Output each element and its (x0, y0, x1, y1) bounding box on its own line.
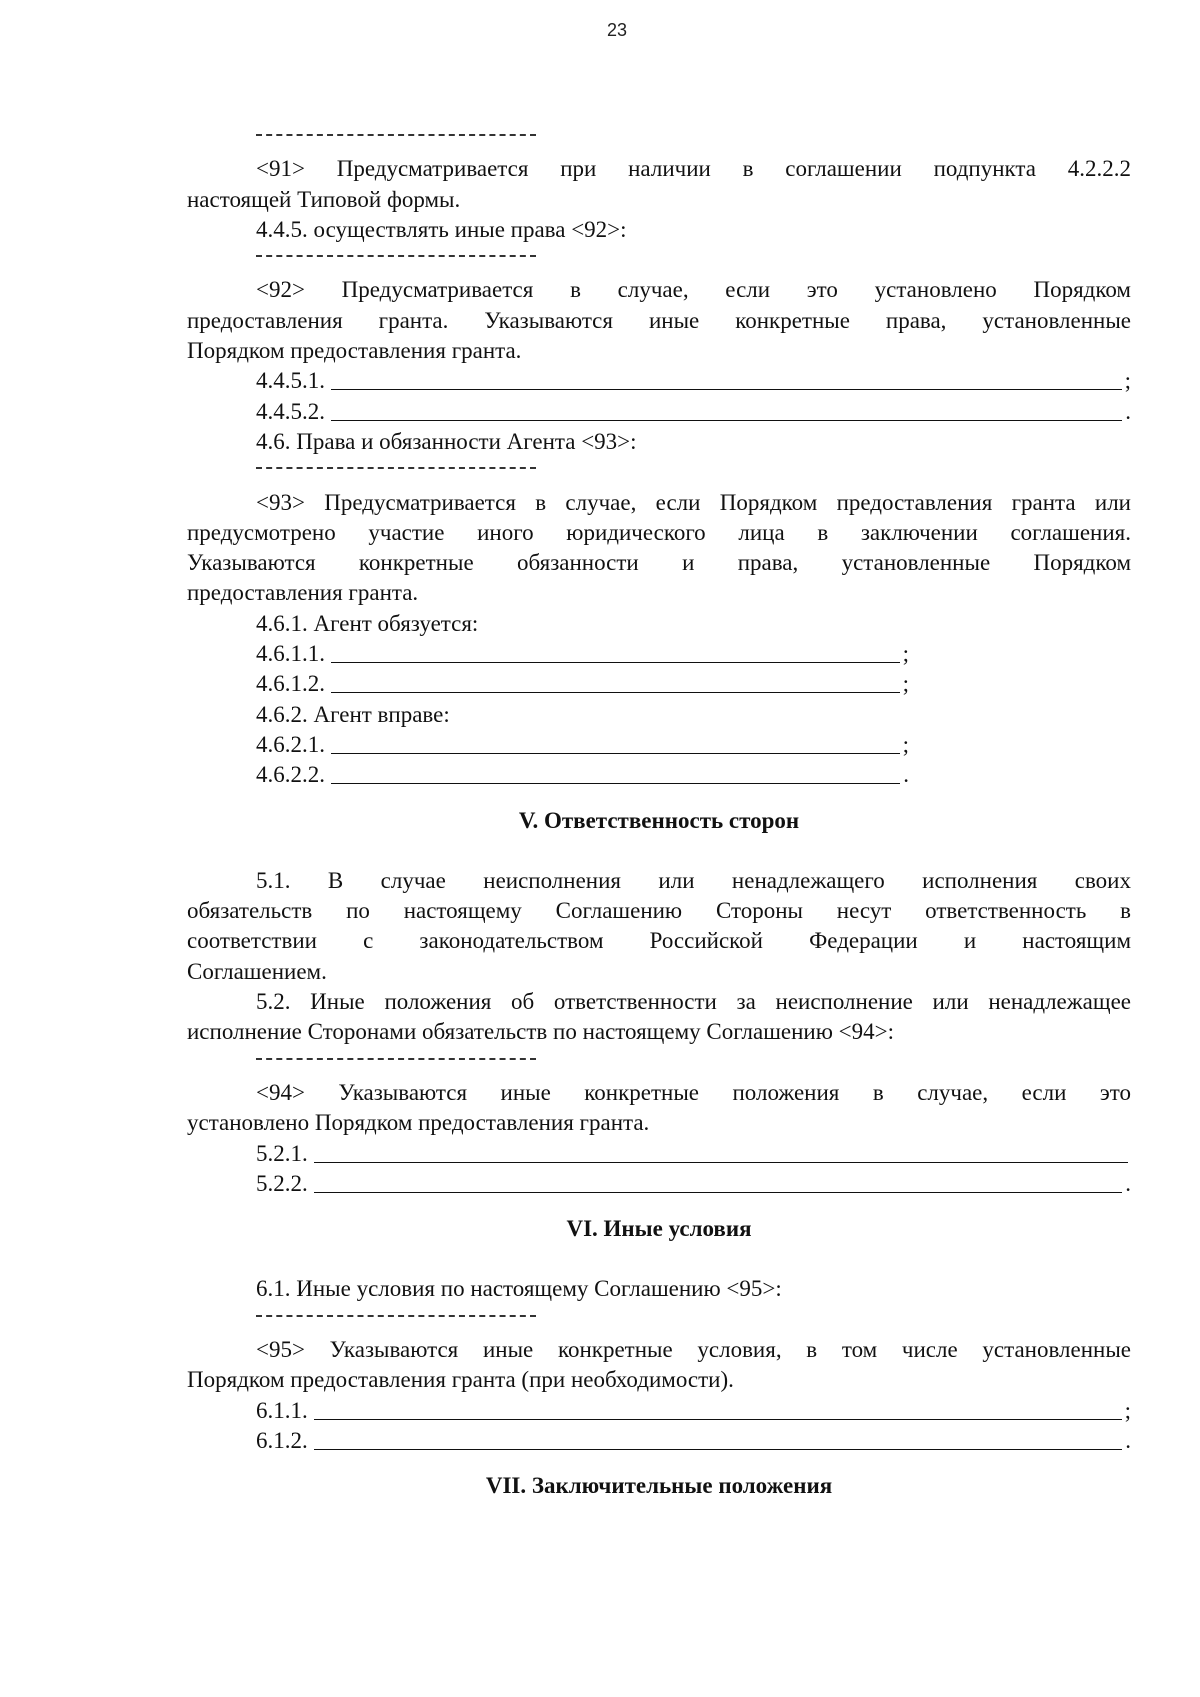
section-6-title: VI. Иные условия (566, 1216, 752, 1242)
blank-item-6-1-2[interactable] (187, 1426, 1131, 1456)
item-label: 4.4.5.1. (256, 368, 325, 394)
paragraph-4-6: 4.6. Права и обязанности Агента <93>: (256, 428, 637, 454)
footnote-separator (187, 1305, 1131, 1335)
footnote-95: <95> Указываются иные конкретные условия, в том числе установленные (256, 1336, 1131, 1362)
item-label: 6.1.2. (256, 1427, 308, 1453)
item-end: . (1125, 1427, 1131, 1453)
item-end: . (1125, 398, 1131, 424)
footnote-91-cont: настоящей Типовой формы. (187, 186, 461, 212)
footnote-separator (187, 124, 1131, 154)
item-label: 4.6.2.1. (256, 731, 325, 757)
item-end: ; (902, 671, 909, 697)
item-label: 5.2.2. (256, 1170, 308, 1196)
blank-item-5-2-2[interactable] (187, 1169, 1131, 1199)
footnote-separator (187, 457, 1131, 487)
paragraph-5-2: 5.2. Иные положения об ответственности за неисполнение или ненадлежащее (256, 989, 1131, 1015)
item-end: ; (1124, 1397, 1131, 1423)
item-end: . (903, 762, 909, 788)
item-end: ; (902, 641, 909, 667)
item-end: . (1125, 1170, 1131, 1196)
item-label: 5.2.1. (256, 1140, 308, 1166)
section-5-title: V. Ответственность сторон (518, 807, 800, 833)
page-number: 23 (606, 20, 628, 40)
blank-line (331, 662, 900, 663)
blank-line (314, 1192, 1123, 1193)
document-body (187, 124, 1131, 1501)
paragraph-5-1-cont: Соглашением. (187, 958, 327, 984)
blank-line (314, 1162, 1128, 1163)
footnote-93-cont: Указываются конкретные обязанности и права, установленные Порядком (187, 550, 1131, 576)
paragraph-4-6-2: 4.6.2. Агент вправе: (256, 701, 450, 727)
footnote-93-cont: предусмотрено участие иного юридического лица в заключении соглашения. (187, 519, 1131, 545)
footnote-93-cont: предоставления гранта. (187, 580, 419, 606)
footnote-94: <94> Указываются иные конкретные положения в случае, если это (256, 1079, 1131, 1105)
footnote-91: <91> Предусматривается при наличии в соглашении подпункта 4.2.2.2 (256, 156, 1131, 182)
item-label: 4.6.1.2. (256, 671, 325, 697)
footnote-93: <93> Предусматривается в случае, если Порядком предоставления гранта или (256, 489, 1131, 515)
item-label: 4.6.2.2. (256, 762, 325, 788)
paragraph-4-4-5: 4.4.5. осуществлять иные права <92>: (256, 216, 627, 242)
blank-line (331, 389, 1122, 390)
paragraph-6-1: 6.1. Иные условия по настоящему Соглашению <95>: (256, 1276, 782, 1302)
footnote-92: <92> Предусматривается в случае, если это установлено Порядком (256, 277, 1131, 303)
footnote-separator (187, 245, 1131, 275)
blank-line (331, 692, 900, 693)
footnote-separator (187, 1048, 1131, 1078)
blank-item-4-4-5-1[interactable] (187, 366, 1131, 396)
item-label: 4.6.1.1. (256, 641, 325, 667)
blank-item-6-1-1[interactable] (187, 1396, 1131, 1426)
paragraph-5-1-cont: обязательств по настоящему Соглашению Стороны несут ответственность в (187, 898, 1131, 924)
paragraph-5-1-cont: соответствии с законодательством Российской Федерации и настоящим (187, 928, 1131, 954)
footnote-94-cont: установлено Порядком предоставления гранта. (187, 1110, 650, 1136)
blank-line (314, 1419, 1122, 1420)
item-end: ; (1124, 368, 1131, 394)
blank-item-4-4-5-2[interactable] (187, 397, 1131, 427)
blank-item-5-2-1[interactable] (187, 1139, 1131, 1169)
blank-line (331, 783, 900, 784)
footnote-95-cont: Порядком предоставления гранта (при необходимости). (187, 1367, 734, 1393)
paragraph-4-6-1: 4.6.1. Агент обязуется: (256, 610, 479, 636)
item-label: 4.4.5.2. (256, 398, 325, 424)
blank-line (331, 420, 1122, 421)
footnote-92-cont: Порядком предоставления гранта. (187, 338, 522, 364)
section-7-title: VII. Заключительные положения (485, 1473, 833, 1499)
blank-item-4-6-1-1[interactable] (187, 639, 909, 669)
paragraph-5-2-cont: исполнение Сторонами обязательств по настоящему Соглашению <94>: (187, 1019, 895, 1045)
item-end: ; (902, 731, 909, 757)
blank-line (331, 753, 900, 754)
blank-item-4-6-2-1[interactable] (187, 730, 909, 760)
blank-item-4-6-2-2[interactable] (187, 760, 909, 790)
blank-item-4-6-1-2[interactable] (187, 669, 909, 699)
item-label: 6.1.1. (256, 1397, 308, 1423)
paragraph-5-1: 5.1. В случае неисполнения или ненадлежащего исполнения своих (256, 867, 1131, 893)
blank-line (314, 1449, 1123, 1450)
footnote-92-cont: предоставления гранта. Указываются иные конкретные права, установленные (187, 307, 1131, 333)
